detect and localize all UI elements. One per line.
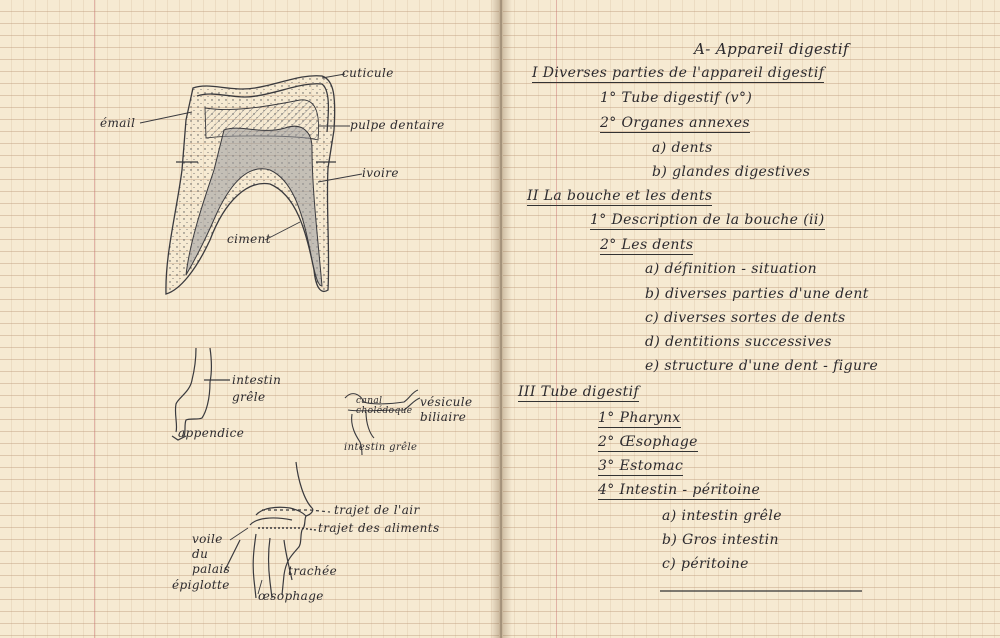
label-vesicule-biliaire: vésicule biliaire [420, 395, 473, 424]
label-trachee: trachée [288, 564, 338, 578]
label-intestin-grele: intestin grêle [232, 373, 282, 404]
section-2-2-d: d) dentitions successives [645, 334, 832, 350]
label-oesophage: œsophage [258, 589, 324, 603]
section-1-2-b: b) glandes digestives [652, 164, 811, 180]
label-pulpe: pulpe dentaire [350, 118, 445, 132]
section-1-2: 2° Organes annexes [600, 115, 751, 131]
section-3-4-b: b) Gros intestin [662, 532, 779, 548]
label-trajet-aliments: trajet des aliments [318, 521, 440, 535]
leader-email [140, 112, 192, 123]
section-3-1: 1° Pharynx [598, 410, 681, 426]
section-1: I Diverses parties de l'appareil digestif [532, 65, 825, 81]
label-cuticule: cuticule [342, 66, 394, 80]
section-2-2: 2° Les dents [600, 237, 694, 253]
page-heading: A- Appareil digestif [694, 40, 850, 58]
section-3: III Tube digestif [518, 384, 640, 400]
section-2-1: 1° Description de la bouche (ii) [590, 212, 825, 228]
tooth-diagram [140, 74, 362, 294]
label-canal-choledoque: canal cholédoque [356, 396, 413, 416]
section-1-2-a: a) dents [652, 140, 713, 156]
section-3-4-c: c) péritoine [662, 556, 749, 572]
label-epiglotte: épiglotte [172, 578, 230, 592]
label-intestin-grele-2: intestin grêle [344, 442, 418, 453]
section-1-1: 1° Tube digestif (v°) [600, 90, 753, 106]
section-3-3: 3° Estomac [598, 458, 684, 474]
label-voile-du-palais: voile du palais [192, 532, 231, 576]
label-ivoire: ivoire [362, 166, 399, 180]
label-email: émail [100, 116, 136, 130]
section-2-2-a: a) définition - situation [645, 261, 818, 277]
label-appendice: appendice [178, 426, 245, 440]
section-3-4: 4° Intestin - péritoine [598, 482, 761, 498]
section-2-2-c: c) diverses sortes de dents [645, 310, 846, 326]
food-path [258, 528, 316, 530]
section-3-2: 2° Œsophage [598, 434, 698, 450]
section-2-2-e: e) structure d'une dent - figure [645, 358, 879, 374]
section-3-4-a: a) intestin grêle [662, 508, 782, 524]
label-ciment: ciment [227, 232, 271, 246]
label-trajet-air: trajet de l'air [334, 503, 420, 517]
section-2-2-b: b) diverses parties d'une dent [645, 286, 869, 302]
section-2: II La bouche et les dents [527, 188, 713, 204]
